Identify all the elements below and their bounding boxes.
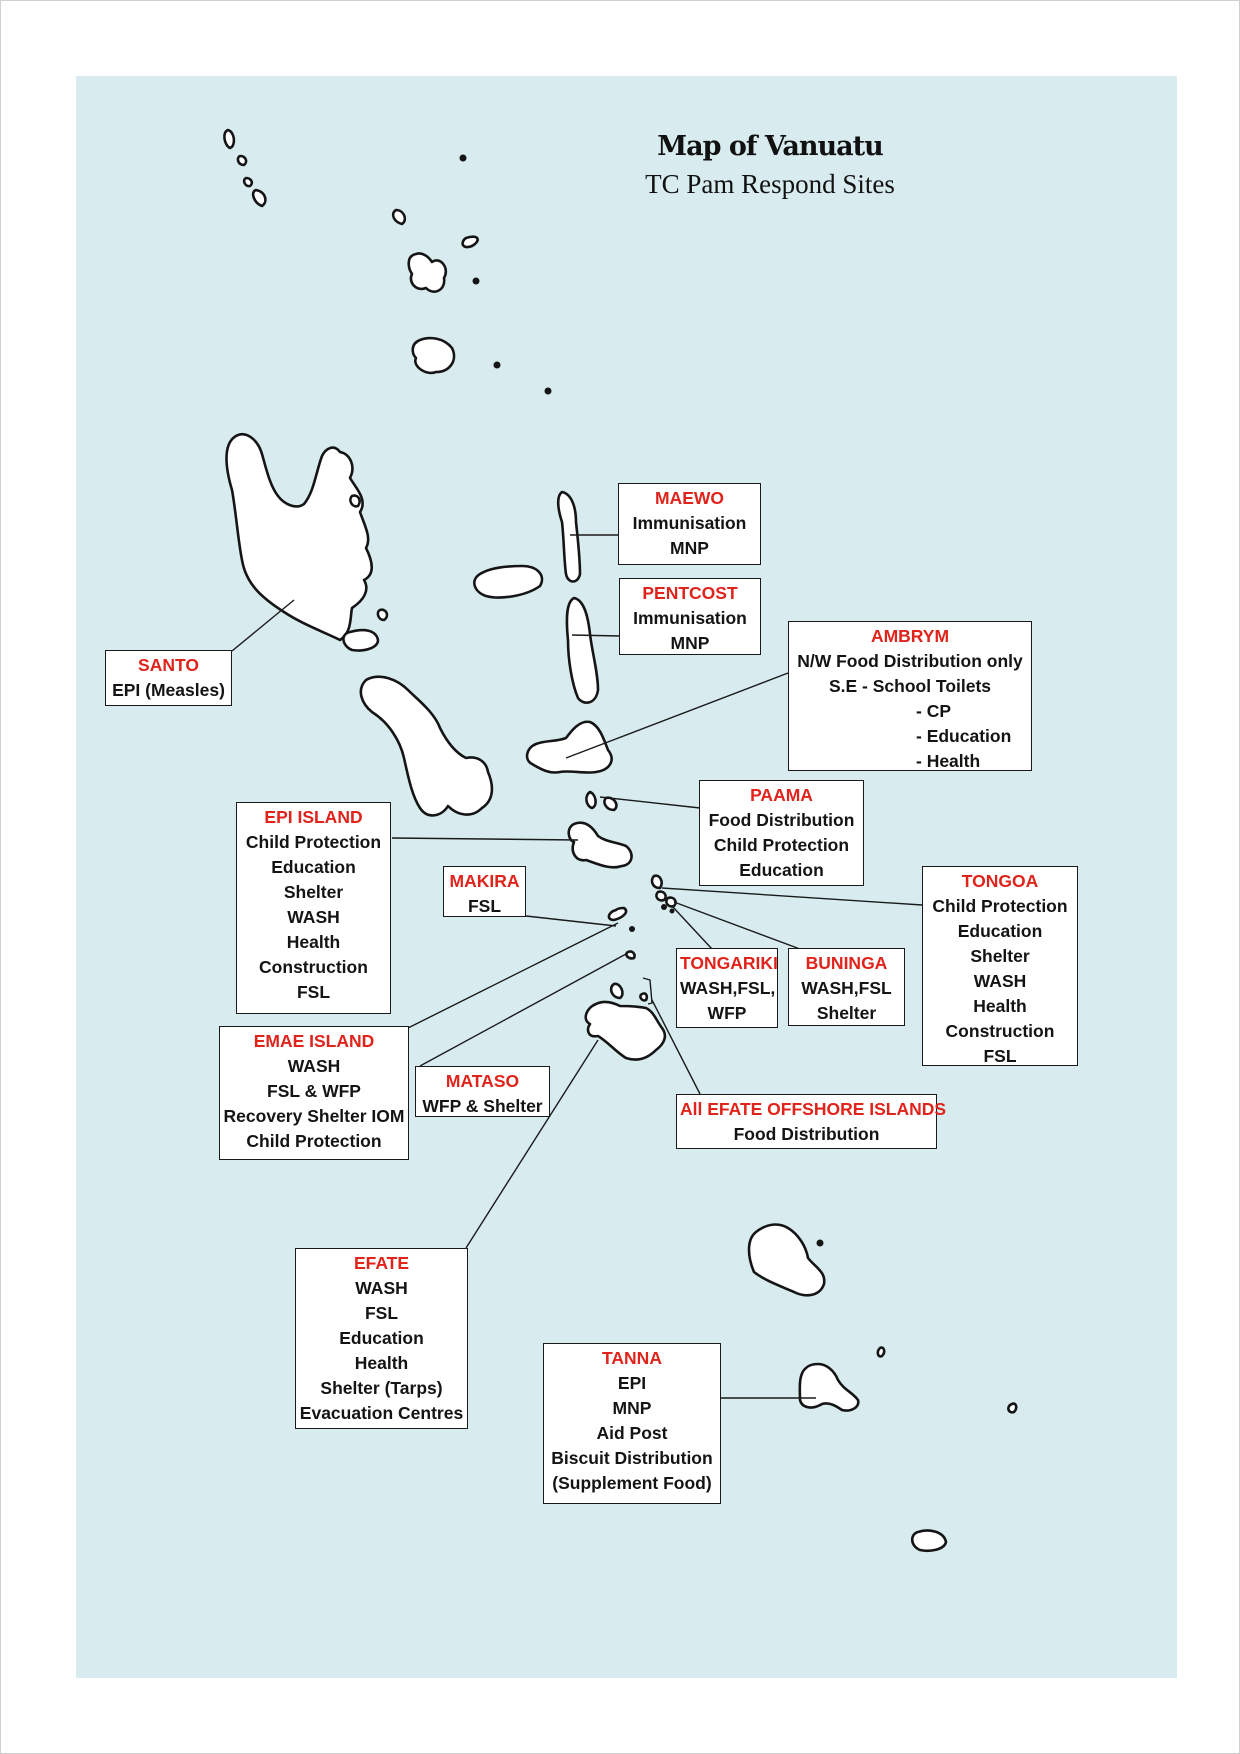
- ambrym-island: [527, 722, 612, 773]
- site-item: Construction: [945, 1021, 1055, 1041]
- site-item: - CP: [916, 701, 951, 721]
- lopevi-island: [604, 798, 616, 810]
- site-item: WFP: [707, 1003, 747, 1023]
- site-item: Immunisation: [632, 513, 747, 533]
- efate-offshore-islet-2: [640, 993, 646, 1000]
- site-name: MATASO: [445, 1071, 520, 1091]
- site-name: BUNINGA: [805, 953, 888, 973]
- mataso-island: [626, 951, 634, 958]
- site-item: FSL: [983, 1046, 1017, 1066]
- shepherd-islands: [652, 876, 676, 914]
- site-item: N/W Food Distribution only: [797, 651, 1023, 671]
- site-item: Food Distribution: [733, 1124, 880, 1144]
- site-item: S.E - School Toilets: [828, 676, 992, 696]
- site-item: Education: [271, 857, 356, 877]
- site-item: Child Protection: [932, 896, 1068, 916]
- site-item: MNP: [670, 538, 709, 558]
- santo-south-islet: [343, 630, 378, 650]
- malakula-north-islet: [474, 566, 542, 598]
- site-name: All EFATE OFFSHORE ISLANDS: [680, 1099, 947, 1119]
- site-item: MNP: [670, 633, 710, 653]
- torres-islands: [224, 130, 265, 206]
- site-box-buninga: [788, 948, 905, 1026]
- aneityum-island: [912, 1530, 946, 1550]
- site-box-tongoa: [922, 866, 1078, 1066]
- tanna-island: [800, 1364, 858, 1411]
- site-item: - Education: [916, 726, 1012, 746]
- site-name: EPI ISLAND: [264, 807, 363, 827]
- site-item: WASH: [287, 907, 340, 927]
- site-item: WFP & Shelter: [422, 1096, 543, 1116]
- santo-se-islet: [378, 610, 387, 620]
- site-name: SANTO: [138, 655, 199, 675]
- site-item: FSL: [296, 982, 331, 1002]
- site-item: Shelter: [283, 882, 344, 902]
- site-name: EFATE: [353, 1253, 410, 1273]
- site-name: TANNA: [602, 1348, 662, 1368]
- site-item: Education: [739, 860, 824, 880]
- site-item: Child Protection: [246, 1131, 382, 1151]
- epi-island: [569, 823, 632, 868]
- site-item: Education: [957, 921, 1043, 941]
- site-item: Food Distribution: [708, 810, 855, 830]
- site-name: TONGARIKI: [680, 953, 778, 973]
- site-item: Child Protection: [245, 832, 382, 852]
- site-box-ambrym: [788, 621, 1032, 771]
- site-item: WASH: [973, 971, 1027, 991]
- paama-island: [586, 792, 595, 808]
- site-box-maewo: [618, 483, 761, 565]
- maewo-island: [558, 492, 580, 582]
- site-item: WASH,FSL,: [680, 978, 776, 998]
- site-item: Shelter (Tarps): [320, 1378, 443, 1398]
- site-box-epi-island: [236, 802, 391, 1014]
- site-name: MAKIRA: [449, 871, 520, 891]
- site-item: Aid Post: [596, 1423, 668, 1443]
- site-item: Health: [354, 1353, 409, 1373]
- site-name: EMAE ISLAND: [253, 1031, 375, 1051]
- site-item: Health: [286, 932, 341, 952]
- site-item: - Health: [916, 751, 981, 771]
- site-box-efate: [295, 1248, 468, 1429]
- santo-island: [227, 434, 372, 640]
- site-item: Immunisation: [633, 608, 747, 628]
- erromango-island: [749, 1225, 824, 1296]
- site-item: EPI (Measles): [112, 680, 225, 700]
- site-item: Recovery Shelter IOM: [223, 1106, 405, 1126]
- site-box-emae-island: [219, 1026, 409, 1160]
- site-item: WASH: [287, 1056, 341, 1076]
- map-title: Map of Vanuatu: [657, 131, 883, 162]
- site-name: AMBRYM: [870, 626, 950, 646]
- site-item: WASH: [355, 1278, 408, 1298]
- site-box-santo: [105, 650, 232, 706]
- site-item: Education: [339, 1328, 424, 1348]
- site-item: Health: [973, 996, 1027, 1016]
- aniwa-island: [878, 1348, 884, 1357]
- malakula-island: [361, 677, 492, 816]
- site-box-pentcost: [619, 578, 761, 655]
- santo-east-islet: [350, 496, 359, 507]
- banks-islands: [393, 155, 551, 395]
- site-name: PAAMA: [750, 785, 813, 805]
- site-box-tongariki: [676, 948, 778, 1028]
- efate-offshore-islet-1: [611, 984, 622, 998]
- site-name: PENTCOST: [642, 583, 738, 603]
- site-box-makira: [443, 866, 526, 917]
- site-item: EPI: [617, 1373, 647, 1393]
- site-item: (Supplement Food): [552, 1473, 712, 1493]
- site-name: MAEWO: [654, 488, 725, 508]
- site-item: Evacuation Centres: [299, 1403, 464, 1423]
- efate-island: [586, 1002, 665, 1060]
- futuna-island: [1008, 1404, 1016, 1413]
- site-name: TONGOA: [961, 871, 1039, 891]
- site-item: Biscuit Distribution: [551, 1448, 713, 1468]
- makira-island: [609, 908, 626, 920]
- map-subtitle: TC Pam Respond Sites: [645, 169, 895, 199]
- site-item: WASH,FSL: [801, 978, 892, 998]
- site-box-tanna: [543, 1343, 721, 1504]
- site-item: Construction: [259, 957, 368, 977]
- site-item: FSL: [467, 896, 502, 916]
- site-item: FSL: [364, 1303, 399, 1323]
- site-box-paama: [699, 780, 864, 886]
- emae-island: [629, 926, 635, 932]
- pentecost-island: [567, 598, 598, 703]
- site-item: Shelter: [816, 1003, 877, 1023]
- site-item: MNP: [612, 1398, 652, 1418]
- site-item: Shelter: [970, 946, 1030, 966]
- site-item: FSL & WFP: [267, 1081, 361, 1101]
- site-box-mataso: [415, 1066, 550, 1117]
- erromango-islet: [817, 1240, 824, 1247]
- site-box-efate-offshore: [676, 1094, 947, 1149]
- site-item: Child Protection: [713, 835, 850, 855]
